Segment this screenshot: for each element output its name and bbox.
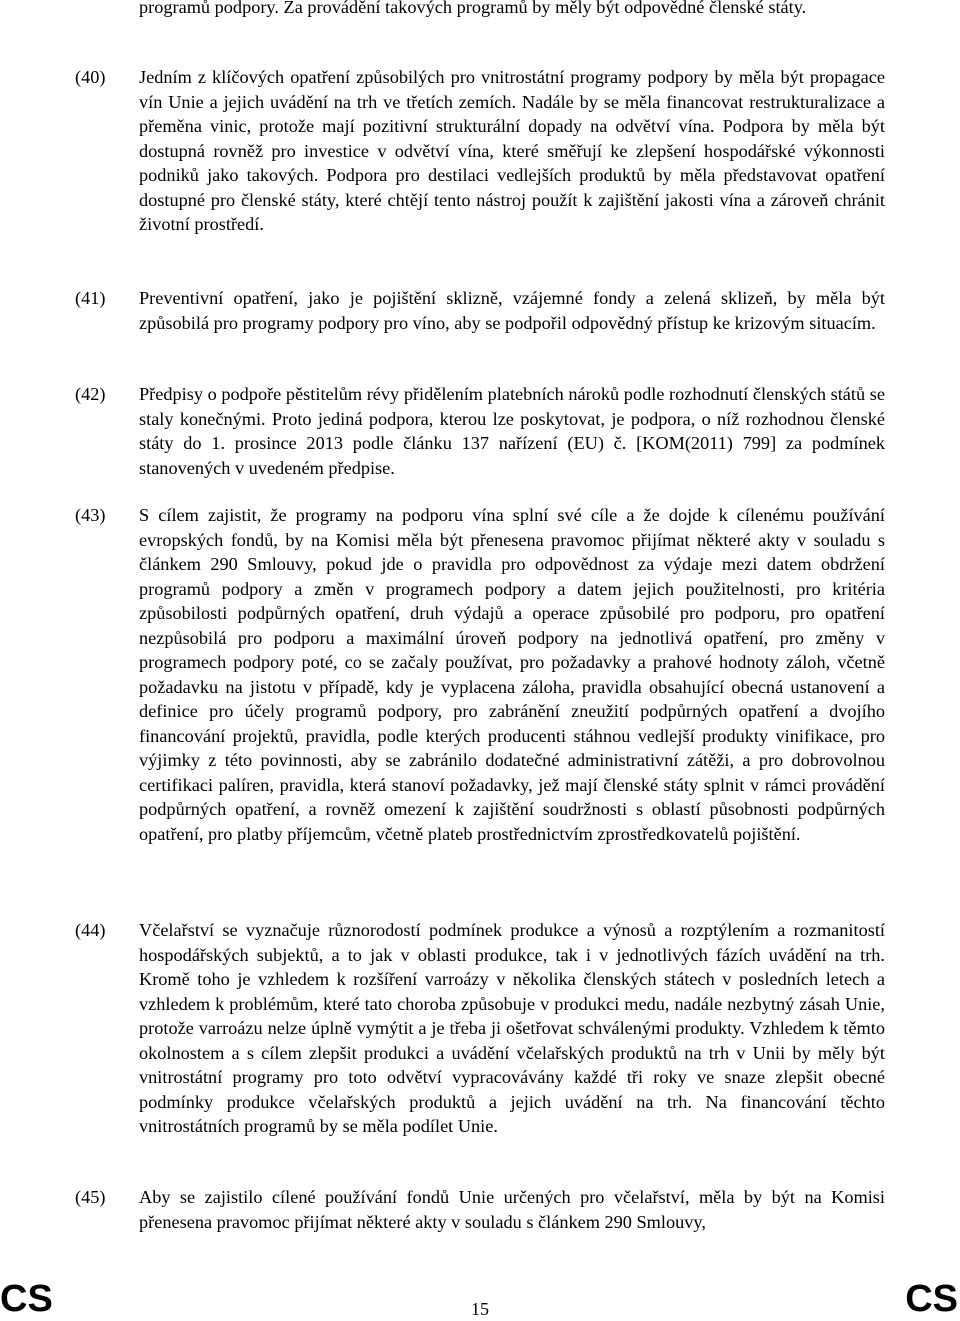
paragraph-text: Včelařství se vyznačuje různorodostí podmínek produkce a výnosů a rozptýlením a rozmanitostí hospodářských subjektů, a to jak v oblasti produkce, tak i v jednotlivých fázích uvádění na trh. Kromě toho je vzhledem k rozšíření varroázy v několika členských státech v posledních letech a vzhledem k problémům, které tato choroba způsobuje v produkci medu, nadále nezbytný zásah Unie, protože varroázu nelze úplně vymýtit a je třeba ji ošetřovat schválenými produkty. Vzhledem k těmto okolnostem a s cílem zlepšit produkci a uvádění včelařských produktů na trh v Unii by měly být vnitrostátní programy pro toto odvětví vypracovávány každé tři roky ve snaze zlepšit obecné podmínky produkce včelařských produktů a jejich uvádění na trh. Na financování těchto vnitrostátních programů by se měla podílet Unie. xyxy=(139,920,885,1136)
paragraph-number: (41) xyxy=(75,288,106,308)
footer-language-left: CS xyxy=(0,1278,53,1320)
paragraph-text: Předpisy o podpoře pěstitelům révy přidělením platebních nároků podle rozhodnutí členských států se staly konečnými. Proto jediná podpora, kterou lze poskytovat, je podpora, o níž rozhodnou členské státy do 1. prosince 2013 podle článku 137 nařízení (EU) č. [KOM(2011) 799] za podmínek stanovených v uvedeném předpise. xyxy=(139,384,885,478)
footer-language-right: CS xyxy=(905,1278,958,1320)
paragraph-text: Preventivní opatření, jako je pojištění sklizně, vzájemné fondy a zelená sklizeň, by měla být způsobilá pro programy podpory pro víno, aby se podpořil odpovědný přístup ke krizovým situacím. xyxy=(139,288,885,333)
paragraph-number: (42) xyxy=(75,384,106,404)
page-number: 15 xyxy=(471,1299,489,1319)
paragraph-text: S cílem zajistit, že programy na podporu vína splní své cíle a že dojde k cílenému používání evropských fondů, by na Komisi měla být přenesena pravomoc přijímat některé akty v souladu s článkem 290 Smlouvy, pokud jde o pravidla pro odpovědnost za výdaje mezi datem obdržení programů podpory a změn v programech podpory a datem jejich použitelnosti, pro kritéria způsobilosti podpůrných opatření, druh výdajů a operace způsobilé pro podporu, pro opatření nezpůsobilá pro podporu a maximální úroveň podpory na jednotlivá opatření, pro změny v programech podpory poté, co se začaly používat, pro požadavky a prahové hodnoty záloh, včetně požadavku na jistotu v případě, kdy je vyplacena záloha, pravidla obsahující obecná ustanovení a definice pro účely programů podpory, pro zabránění zneužití podpůrných opatření a dvojího financování projektů, pravidla, podle kterých producenti stáhnou vedlejší produkty vinifikace, pro výjimky z této povinnosti, aby se zabránilo dodatečné administrativní zátěži, a pro dobrovolnou certifikaci palíren, pravidla, která stanoví požadavky, jež mají členské státy splnit v rámci provádění podpůrných opatření, a rovněž omezení k zajištění soudržnosti s oblastí působnosti podpůrných opatření, pro platby příjemcům, včetně plateb prostřednictvím zprostředkovatelů pojištění. xyxy=(139,505,885,844)
paragraph-number: (45) xyxy=(75,1187,106,1207)
paragraph-text: Jedním z klíčových opatření způsobilých pro vnitrostátní programy podpory by měla být propagace vín Unie a jejich uvádění na trh ve třetích zemích. Nadále by se měla financovat restrukturalizace a přeměna vinic, protože mají pozitivní strukturální dopady na odvětví vína. Podpora by měla být dostupná rovněž pro investice v odvětví vína, které směřují ke zlepšení hospodářské výkonnosti podniků jako takových. Podpora pro destilaci vedlejších produktů by měla představovat opatření dostupné pro členské státy, které chtějí tento nástroj použít k zajištění jakosti vína a zároveň chránit životní prostředí. xyxy=(139,67,885,234)
paragraph-number: (44) xyxy=(75,920,106,940)
intro-paragraph: programů podpory. Za provádění takových programů by měly být odpovědné členské státy. xyxy=(139,0,807,17)
paragraph-number: (40) xyxy=(75,67,106,87)
paragraph-number: (43) xyxy=(75,505,106,525)
paragraph-text: Aby se zajistilo cílené používání fondů Unie určených pro včelařství, měla by být na Komisi přenesena pravomoc přijímat některé akty v souladu s článkem 290 Smlouvy, xyxy=(139,1187,885,1232)
